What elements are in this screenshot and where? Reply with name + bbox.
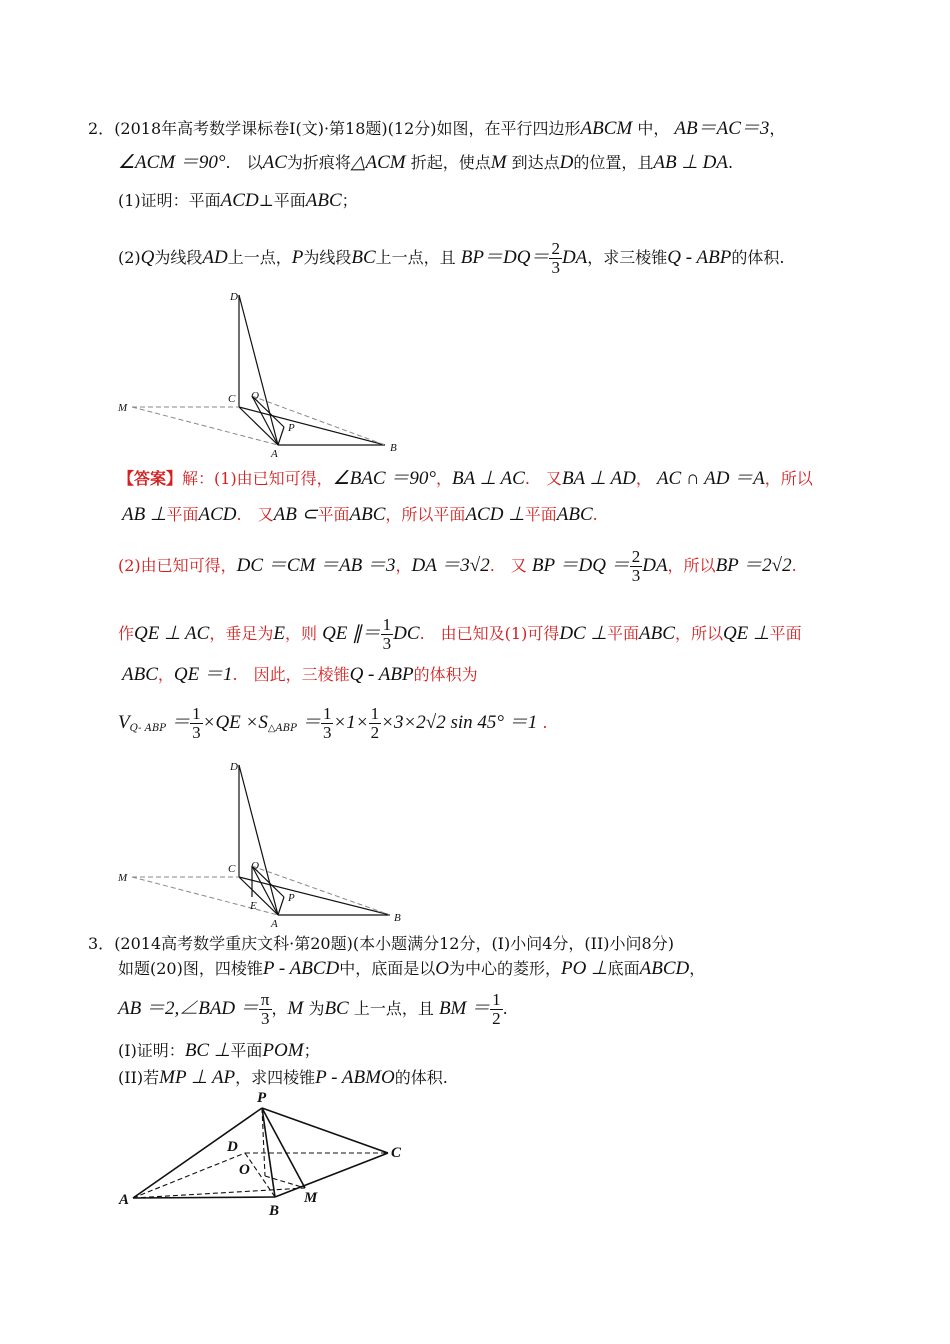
point-label-Q: Q [251,390,259,402]
answer-tag: 【答案】 [118,469,183,488]
problem-number: 2． [88,119,115,138]
fraction: $\frac{1}{3}$ [322,704,332,742]
point-label-A: A [271,918,278,930]
point-label-A: A [119,1192,130,1208]
point-label-Q: Q [251,860,259,872]
p2-part2: (2)Q为线段AD上一点，P为线段BC上一点，且 BP＝DQ＝ $\frac{2}{3}$ DA，求三棱锥Q - ABP的体积. [118,239,785,277]
fraction: $\frac{1}{2}$ [370,704,380,742]
p2-part1: (1)证明：平面ACD⊥平面ABC； [118,190,358,211]
point-label-B: B [269,1203,280,1218]
fraction: $\frac{1}{3}$ [382,615,392,653]
point-label-D: D [230,291,238,303]
p2-line2: ∠ACM ＝90°. 以AC为折痕将△ACM 折起，使点M 到达点D的位置，且AB ⊥ DA. [118,152,734,173]
point-label-B: B [394,912,401,924]
point-label-C: C [391,1145,402,1161]
volume-formula: $V_{Q- ABP}$ ＝ $\frac{1}{3}$ $\times QE \times S_{\triangle ABP}$ ＝ $\frac{1}{3}$ ×1× $\frac{1}{2}$ ×3×2√2 sin 45° ＝1 . [118,704,548,742]
point-label-C: C [228,393,236,405]
fraction: $\frac{\pi}{3}$ [260,990,270,1028]
p3-line2: 如题(20)图，四棱锥P - ABCD中，底面是以O为中心的菱形，PO ⊥底面ABCD， [118,958,706,979]
point-label-E: E [250,900,257,912]
p3-line3: AB ＝2,∠BAD ＝ $\frac{\pi}{3}$ ，M 为BC 上一点，且 BM ＝ $\frac{1}{2}$ . [118,990,508,1028]
point-label-M: M [118,402,128,414]
point-label-M: M [118,872,128,884]
point-label-A: A [271,448,278,460]
point-label-P: P [288,892,295,904]
point-label-P: P [288,422,295,434]
sol-line5: ABC，QE ＝1. 因此，三棱锥Q - ABP的体积为 [122,664,478,685]
point-label-B: B [390,442,397,454]
sol-line2: AB ⊥平面ACD. 又AB ⊂平面ABC，所以平面ACD ⊥平面ABC. [122,504,598,525]
point-label-P: P [257,1090,267,1106]
point-label-D: D [227,1139,238,1155]
figure-fold-pyramid-2 [110,755,410,930]
p2-line1: 2．(2018年高考数学课标卷Ⅰ(文)·第18题)(12分)如图，在平行四边形ABCM 中， AB＝AC＝3， [88,118,786,139]
fraction: $\frac{1}{3}$ [192,704,201,742]
sol-line3: (2)由已知可得，DC ＝CM ＝AB ＝3，DA ＝3√2. 又 BP ＝DQ ＝ $\frac{2}{3}$ DA，所以BP ＝2√2. [118,547,797,585]
point-label-O: O [239,1162,250,1178]
p3-line1: 3．(2014高考数学重庆文科·第20题)(本小题满分12分，(I)小问4分，(II)小问8分) [88,934,674,953]
point-label-D: D [230,761,238,773]
fraction: $\frac{1}{2}$ [492,990,501,1028]
sol-line4: 作QE ⊥ AC，垂足为E，则 QE ∥＝ $\frac{1}{3}$ DC. 由已知及(1)可得DC ⊥平面ABC，所以QE ⊥平面 [118,615,802,653]
problem-number: 3． [88,934,115,953]
fraction: $\frac{2}{3}$ [631,547,641,585]
figure-rhombus-pyramid [115,1088,415,1218]
p3-part1: (I)证明：BC ⊥平面POM； [118,1040,320,1061]
p3-part2: (II)若MP ⊥ AP，求四棱锥P - ABMO的体积. [118,1067,448,1088]
figure-fold-pyramid-1 [110,285,410,460]
sol-line1: 【答案】解：(1)由已知可得，∠BAC ＝90°，BA ⊥ AC. 又BA ⊥ AD， AC ∩ AD ＝A，所以 [118,468,813,489]
point-label-C: C [228,863,236,875]
point-label-M: M [304,1190,318,1206]
fraction: $\frac{2}{3}$ [551,239,560,277]
